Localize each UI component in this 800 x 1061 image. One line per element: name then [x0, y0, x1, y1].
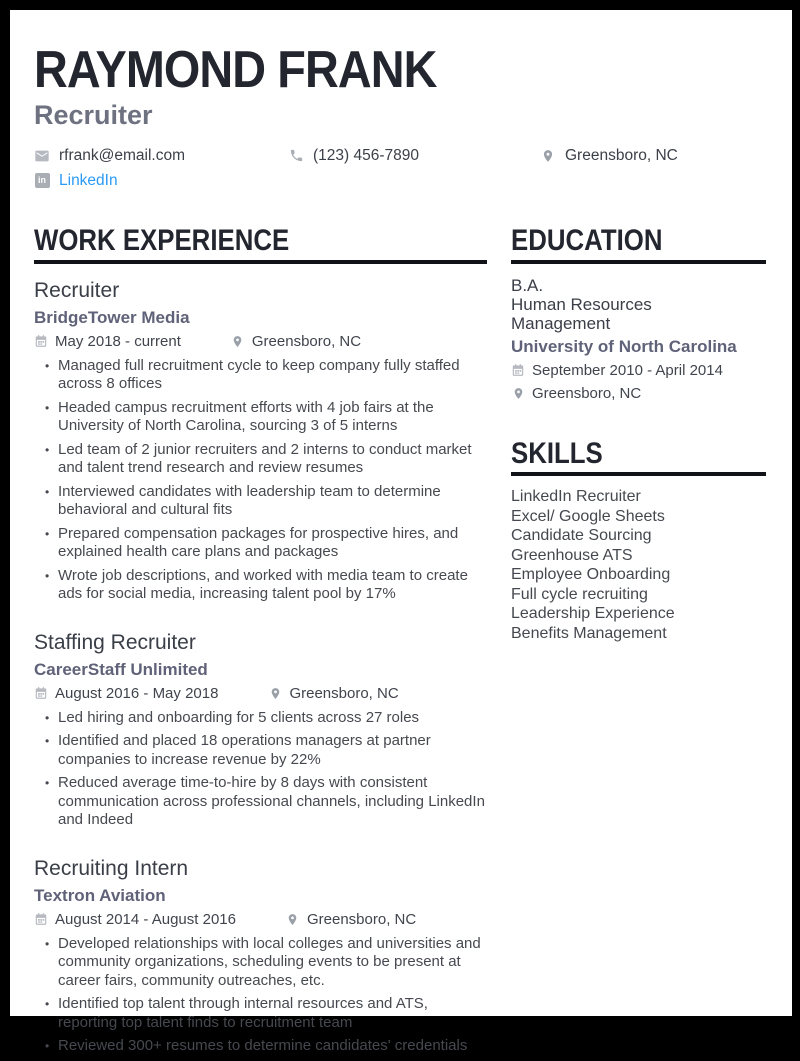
- job-meta: [34, 911, 487, 928]
- location-pin-icon: [231, 334, 245, 348]
- education-dates: September 2010 - April 2014: [511, 361, 766, 380]
- bullet-item: • Reduced average time-to-hire by 8 days with consistent communication across professional channels, including LinkedIn and Indeed: [34, 774, 487, 830]
- contact-location: [540, 147, 768, 165]
- job-bullets: [34, 709, 487, 830]
- company-name: CareerStaff Unlimited: [34, 659, 208, 679]
- work-experience-section: [34, 225, 487, 1061]
- job-location: Greensboro, NC: [268, 685, 398, 702]
- job-title: Recruiter: [34, 278, 120, 302]
- education-entry: [511, 276, 766, 403]
- bullet-item: • Wrote job descriptions, and worked with media team to create ads for social media, increasing talent pool by 17%: [34, 567, 487, 604]
- contact-row-1: [34, 143, 768, 168]
- contact-linkedin[interactable]: [34, 172, 768, 190]
- education-location: Greensboro, NC: [511, 384, 766, 403]
- degree: B.A.: [511, 275, 544, 295]
- person-name: RAYMOND FRANK: [34, 41, 437, 99]
- job-bullets: [34, 935, 487, 1056]
- calendar-icon: [34, 686, 48, 700]
- job-dates: May 2018 - current: [34, 333, 181, 350]
- school-name: University of North Carolina: [511, 336, 737, 356]
- calendar-icon: [34, 334, 48, 348]
- job-entry: [34, 856, 487, 1056]
- job-meta: [34, 685, 487, 702]
- contact-email: [34, 147, 288, 165]
- job-entry: [34, 630, 487, 830]
- phone-icon: [288, 148, 304, 164]
- company-name: BridgeTower Media: [34, 307, 190, 327]
- person-job-title: Recruiter: [34, 100, 153, 130]
- right-column: [511, 225, 766, 1061]
- skill-item: Benefits Management: [511, 624, 667, 642]
- job-entry: [34, 278, 487, 604]
- bullet-item: • Developed relationships with local colleges and universities and community organizations, scheduling events to be present at career fairs, community outreaches, etc.: [34, 935, 487, 991]
- bullet-item: • Led hiring and onboarding for 5 clients across 27 roles: [34, 709, 487, 728]
- envelope-icon: [34, 148, 50, 164]
- bullet-item: • Managed full recruitment cycle to keep company fully staffed across 8 offices: [34, 357, 487, 394]
- contact-phone-text: (123) 456-7890: [313, 146, 419, 164]
- bullet-item: • Identified top talent through internal resources and ATS, reporting top talent finds to recruitment team: [34, 995, 487, 1032]
- linkedin-icon: in: [34, 173, 50, 189]
- job-location: Greensboro, NC: [231, 333, 361, 350]
- company-name: Textron Aviation: [34, 885, 166, 905]
- location-pin-icon: [511, 386, 525, 400]
- location-pin-icon: [286, 912, 300, 926]
- calendar-icon: [511, 363, 525, 377]
- bullet-item: • Led team of 2 junior recruiters and 2 interns to conduct market and talent trend research and review resumes: [34, 441, 487, 478]
- skills-heading: SKILLS: [511, 438, 766, 477]
- calendar-icon: [34, 912, 48, 926]
- skills-section: [511, 438, 766, 644]
- skill-item: Greenhouse ATS: [511, 546, 633, 564]
- work-experience-heading: WORK EXPERIENCE: [34, 225, 487, 264]
- location-pin-icon: [540, 148, 556, 164]
- bullet-item: • Reviewed 300+ resumes to determine candidates' credentials: [34, 1037, 487, 1056]
- bullet-item: • Headed campus recruitment efforts with 4 job fairs at the University of North Carolina, sourcing 3 of 5 interns: [34, 399, 487, 436]
- skill-item: Employee Onboarding: [511, 566, 671, 583]
- contact-phone: [288, 147, 540, 165]
- location-pin-icon: [268, 686, 282, 700]
- skill-item: Candidate Sourcing: [511, 527, 652, 544]
- skills-list: [511, 487, 766, 643]
- contact-email-text: rfrank@email.com: [59, 146, 185, 164]
- job-bullets: [34, 357, 487, 604]
- bullet-item: • Interviewed candidates with leadership team to determine behavioral and cultural fits: [34, 483, 487, 520]
- job-meta: [34, 333, 487, 350]
- job-dates: August 2016 - May 2018: [34, 685, 218, 702]
- contact-row-2: [34, 168, 768, 193]
- bullet-item: • Identified and placed 18 operations managers at partner companies to increase revenue by 22%: [34, 732, 487, 769]
- resume-page: [10, 10, 792, 1054]
- job-location: Greensboro, NC: [286, 911, 416, 928]
- skill-item: Leadership Experience: [511, 605, 675, 622]
- contact-section: [34, 143, 768, 193]
- resume-body: [34, 225, 768, 1061]
- skill-item: Full cycle recruiting: [511, 585, 648, 603]
- education-heading: EDUCATION: [511, 225, 766, 264]
- resume-header: [34, 41, 768, 193]
- job-title: Recruiting Intern: [34, 856, 189, 880]
- degree-field: Human Resources Management: [511, 294, 652, 333]
- contact-location-text: Greensboro, NC: [565, 146, 678, 164]
- job-dates: August 2014 - August 2016: [34, 911, 236, 928]
- skill-item: Excel/ Google Sheets: [511, 507, 665, 525]
- skill-item: LinkedIn Recruiter: [511, 488, 641, 505]
- education-section: [511, 225, 766, 403]
- linkedin-link[interactable]: LinkedIn: [59, 171, 118, 189]
- job-title: Staffing Recruiter: [34, 630, 196, 654]
- bullet-item: • Prepared compensation packages for prospective hires, and explained health care plans and packages: [34, 525, 487, 562]
